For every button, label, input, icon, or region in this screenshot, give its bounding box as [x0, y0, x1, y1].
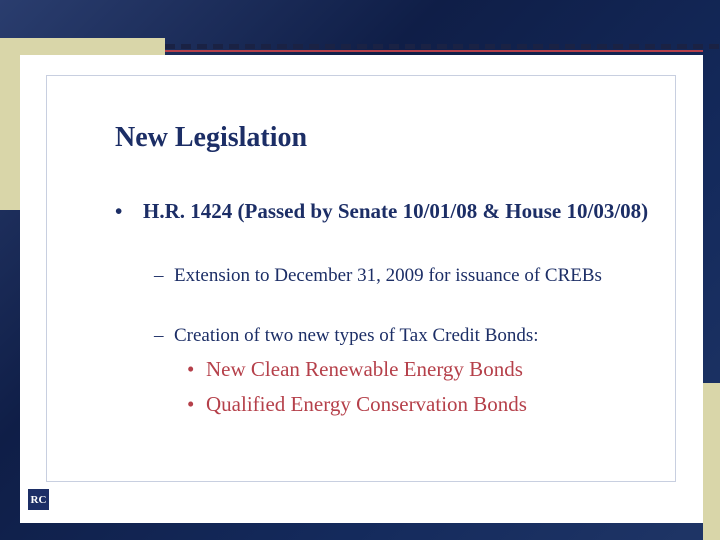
- decorative-dash-row: [165, 44, 720, 49]
- sub-item-text: Creation of two new types of Tax Credit Bonds:: [174, 325, 539, 346]
- dash-marker: –: [154, 325, 164, 346]
- slide-title: New Legislation: [115, 122, 308, 153]
- sub-sub-item-text: New Clean Renewable Energy Bonds: [206, 357, 523, 381]
- sub-sub-item: [187, 391, 667, 417]
- decorative-red-line: [165, 50, 703, 52]
- sub-sub-item: [187, 356, 667, 382]
- bullet-text: H.R. 1424 (Passed by Senate 10/01/08 & House 10/03/08): [143, 199, 649, 223]
- slide-panel: [20, 55, 703, 523]
- sub-item: [154, 323, 624, 348]
- bullet-marker: •: [187, 357, 195, 381]
- sub-item-text: Extension to December 31, 2009 for issuance of CREBs: [174, 265, 602, 286]
- bullet-marker: •: [115, 199, 123, 223]
- decorative-tan-block-bottom-right: [703, 383, 720, 540]
- bullet-marker: •: [187, 392, 195, 416]
- rc-logo-icon: [28, 489, 49, 510]
- sub-item: [154, 263, 624, 288]
- dash-marker: –: [154, 265, 164, 286]
- sub-sub-item-text: Qualified Energy Conservation Bonds: [206, 392, 527, 416]
- logo-text: RC: [30, 493, 47, 506]
- bullet-item: [115, 198, 655, 225]
